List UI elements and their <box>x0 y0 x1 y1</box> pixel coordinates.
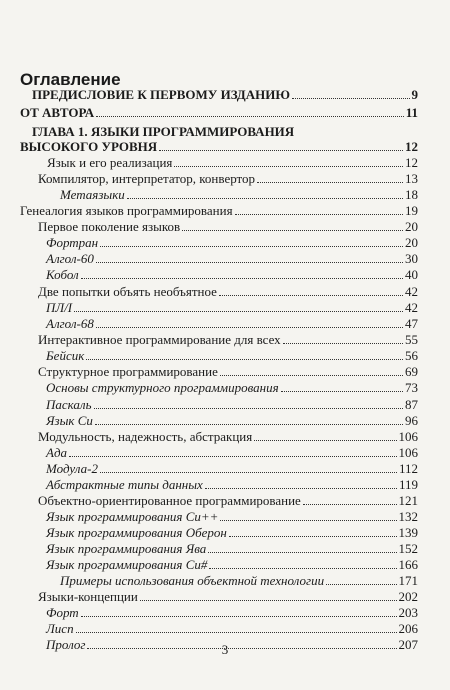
toc-leader-dots <box>94 408 404 409</box>
toc-entry-title: Генеалогия языков программирования <box>20 203 233 218</box>
toc-entry-page: 20 <box>405 235 418 250</box>
toc-leader-dots <box>281 391 403 392</box>
toc-entry-title: Абстрактные типы данных <box>46 477 203 492</box>
toc-leader-dots <box>235 214 403 215</box>
toc-entry-page: 42 <box>405 300 418 315</box>
toc-leader-dots <box>86 359 403 360</box>
toc-leader-dots <box>95 424 403 425</box>
toc-entry-title: ВЫСОКОГО УРОВНЯ <box>20 139 158 154</box>
toc-entry <box>20 204 418 218</box>
toc-entry <box>46 558 418 572</box>
toc-entry-title: Языки-концепции <box>38 589 138 604</box>
toc-leader-dots <box>283 343 403 344</box>
toc-leader-dots <box>74 311 403 312</box>
toc-entry-page: 30 <box>405 251 418 266</box>
toc-entry <box>46 268 418 282</box>
toc-entry-title: Бейсик <box>46 348 85 363</box>
toc-entry-title: Модула-2 <box>46 461 98 476</box>
toc-entry-page: 13 <box>405 171 418 186</box>
toc-entry <box>60 574 418 588</box>
toc-entry <box>46 381 418 395</box>
toc-entry <box>38 172 418 186</box>
toc-entry-title: Алгол-60 <box>46 251 94 266</box>
toc-leader-dots <box>76 632 397 633</box>
toc-entry-title: Пролог <box>46 637 86 652</box>
toc-entry-page: 47 <box>405 316 418 331</box>
toc-entry <box>47 156 418 170</box>
toc-entry <box>46 301 418 315</box>
toc-entry <box>38 285 418 299</box>
toc-entry-title: Первое поколение языков <box>38 219 181 234</box>
toc-entry-title: Язык и его реализация <box>47 155 173 170</box>
toc-entry-title: Язык Си <box>46 413 93 428</box>
toc-entry <box>20 140 418 154</box>
toc-entry <box>46 414 418 428</box>
toc-leader-dots <box>159 150 403 151</box>
toc-leader-dots <box>205 488 397 489</box>
toc-entry-page: 166 <box>398 557 418 572</box>
toc-entry-title: Примеры использования объектной технологии <box>60 573 325 588</box>
toc-leader-dots <box>254 440 396 441</box>
toc-entry-page: 69 <box>405 364 418 379</box>
toc-entry <box>46 317 418 331</box>
toc-entry-page: 18 <box>405 187 418 202</box>
toc-entry-page: 12 <box>405 155 418 170</box>
toc-entry <box>38 590 418 604</box>
toc-leader-dots <box>257 182 403 183</box>
toc-entry-title: Структурное программирование <box>38 364 218 379</box>
toc-leader-dots <box>100 246 403 247</box>
toc-leader-dots <box>292 98 410 99</box>
toc-entry <box>46 478 418 492</box>
toc-leader-dots <box>127 198 403 199</box>
toc-entry-page: 9 <box>411 87 418 102</box>
toc-leader-dots <box>96 327 403 328</box>
toc-entry-title: Основы структурного программирования <box>46 380 279 395</box>
toc-entry <box>46 462 418 476</box>
toc-entry <box>38 220 418 234</box>
toc-leader-dots <box>81 278 403 279</box>
toc-entry-page: 55 <box>405 332 418 347</box>
toc-entry-page: 87 <box>405 397 418 412</box>
toc-entry-page: 112 <box>398 461 418 476</box>
toc-entry-title: Язык программирования Оберон <box>46 525 227 540</box>
toc-leader-dots <box>326 584 396 585</box>
toc-leader-dots <box>219 295 403 296</box>
toc-entry-page: 56 <box>405 348 418 363</box>
toc-entry-title: Модульность, надежность, абстракция <box>38 429 253 444</box>
toc-leader-dots <box>229 536 397 537</box>
toc-entry-title: Язык программирования Ява <box>46 541 207 556</box>
page-number: 3 <box>221 642 229 657</box>
toc-entry-title: Две попытки объять необъятное <box>38 284 217 299</box>
toc-entry <box>38 494 418 508</box>
toc-leader-dots <box>100 472 397 473</box>
toc-entry <box>46 606 418 620</box>
toc-entry-title: Паскаль <box>46 397 92 412</box>
toc-entry-title: ОТ АВТОРА <box>20 105 95 120</box>
toc-entry <box>38 430 418 444</box>
toc-entry-page: 202 <box>398 589 418 604</box>
toc-entry-page: 171 <box>398 573 418 588</box>
toc-entry-page: 42 <box>405 284 418 299</box>
toc-entry <box>46 526 418 540</box>
toc-entry-page: 96 <box>405 413 418 428</box>
toc-entry <box>20 106 418 120</box>
toc-entry-title: ГЛАВА 1. ЯЗЫКИ ПРОГРАММИРОВАНИЯ <box>32 124 295 139</box>
toc-entry-page: 203 <box>398 605 418 620</box>
toc-entry-page: 132 <box>398 509 418 524</box>
toc-entry-page: 20 <box>405 219 418 234</box>
toc-entry <box>32 125 418 139</box>
toc-leader-dots <box>96 262 403 263</box>
toc-entry-page: 40 <box>405 267 418 282</box>
toc-entry <box>46 622 418 636</box>
toc-leader-dots <box>182 230 403 231</box>
toc-leader-dots <box>81 616 397 617</box>
toc-entry-title: Лисп <box>46 621 74 636</box>
toc-leader-dots <box>69 456 396 457</box>
toc-leader-dots <box>209 568 396 569</box>
toc-heading: Оглавление <box>20 70 121 89</box>
toc-entry-title: Язык программирования Си++ <box>46 509 219 524</box>
toc-entry-title: Язык программирования Си# <box>46 557 208 572</box>
toc-entry-page: 152 <box>398 541 418 556</box>
toc-entry-page: 207 <box>398 637 418 652</box>
toc-entry-page: 73 <box>405 380 418 395</box>
toc-leader-dots <box>303 504 397 505</box>
toc-entry-title: Компилятор, интерпретатор, конвертор <box>38 171 256 186</box>
toc-leader-dots <box>208 552 396 553</box>
toc-entry <box>46 446 418 460</box>
toc-entry-page: 206 <box>398 621 418 636</box>
toc-entry-title: Кобол <box>46 267 79 282</box>
toc-entry <box>46 510 418 524</box>
toc-entry-title: Форт <box>46 605 79 620</box>
toc-leader-dots <box>140 600 397 601</box>
toc-entry-title: Ада <box>46 445 68 460</box>
toc-entry-page: 11 <box>405 105 418 120</box>
toc-entry <box>38 333 418 347</box>
toc-entry-page: 12 <box>405 139 418 154</box>
toc-leader-dots <box>174 166 403 167</box>
toc-entry <box>46 398 418 412</box>
toc-leader-dots <box>220 520 396 521</box>
toc-entry <box>38 365 418 379</box>
toc-entry-page: 139 <box>398 525 418 540</box>
toc-entry-title: ПЛ/I <box>46 300 73 315</box>
toc-entry <box>46 252 418 266</box>
toc-leader-dots <box>220 375 403 376</box>
toc-entry <box>46 349 418 363</box>
toc-entry-title: Фортран <box>46 235 99 250</box>
toc-entry-title: Алгол-68 <box>46 316 94 331</box>
toc-entry-title: Интерактивное программирование для всех <box>38 332 281 347</box>
toc-leader-dots <box>96 116 404 117</box>
toc-entry-page: 106 <box>398 445 418 460</box>
toc-entry-title: Объектно-ориентированное программирование <box>38 493 301 508</box>
toc-entry-title: Метаязыки <box>60 187 125 202</box>
toc-entry <box>46 542 418 556</box>
toc-entry-page: 121 <box>398 493 418 508</box>
toc-entry-title: ПРЕДИСЛОВИЕ К ПЕРВОМУ ИЗДАНИЮ <box>32 87 290 102</box>
toc-entry-page: 19 <box>405 203 418 218</box>
toc-entry-page: 106 <box>398 429 418 444</box>
toc-entry <box>60 188 418 202</box>
toc-entry-page: 119 <box>398 477 418 492</box>
toc-entry <box>32 88 418 102</box>
toc-entry <box>46 236 418 250</box>
